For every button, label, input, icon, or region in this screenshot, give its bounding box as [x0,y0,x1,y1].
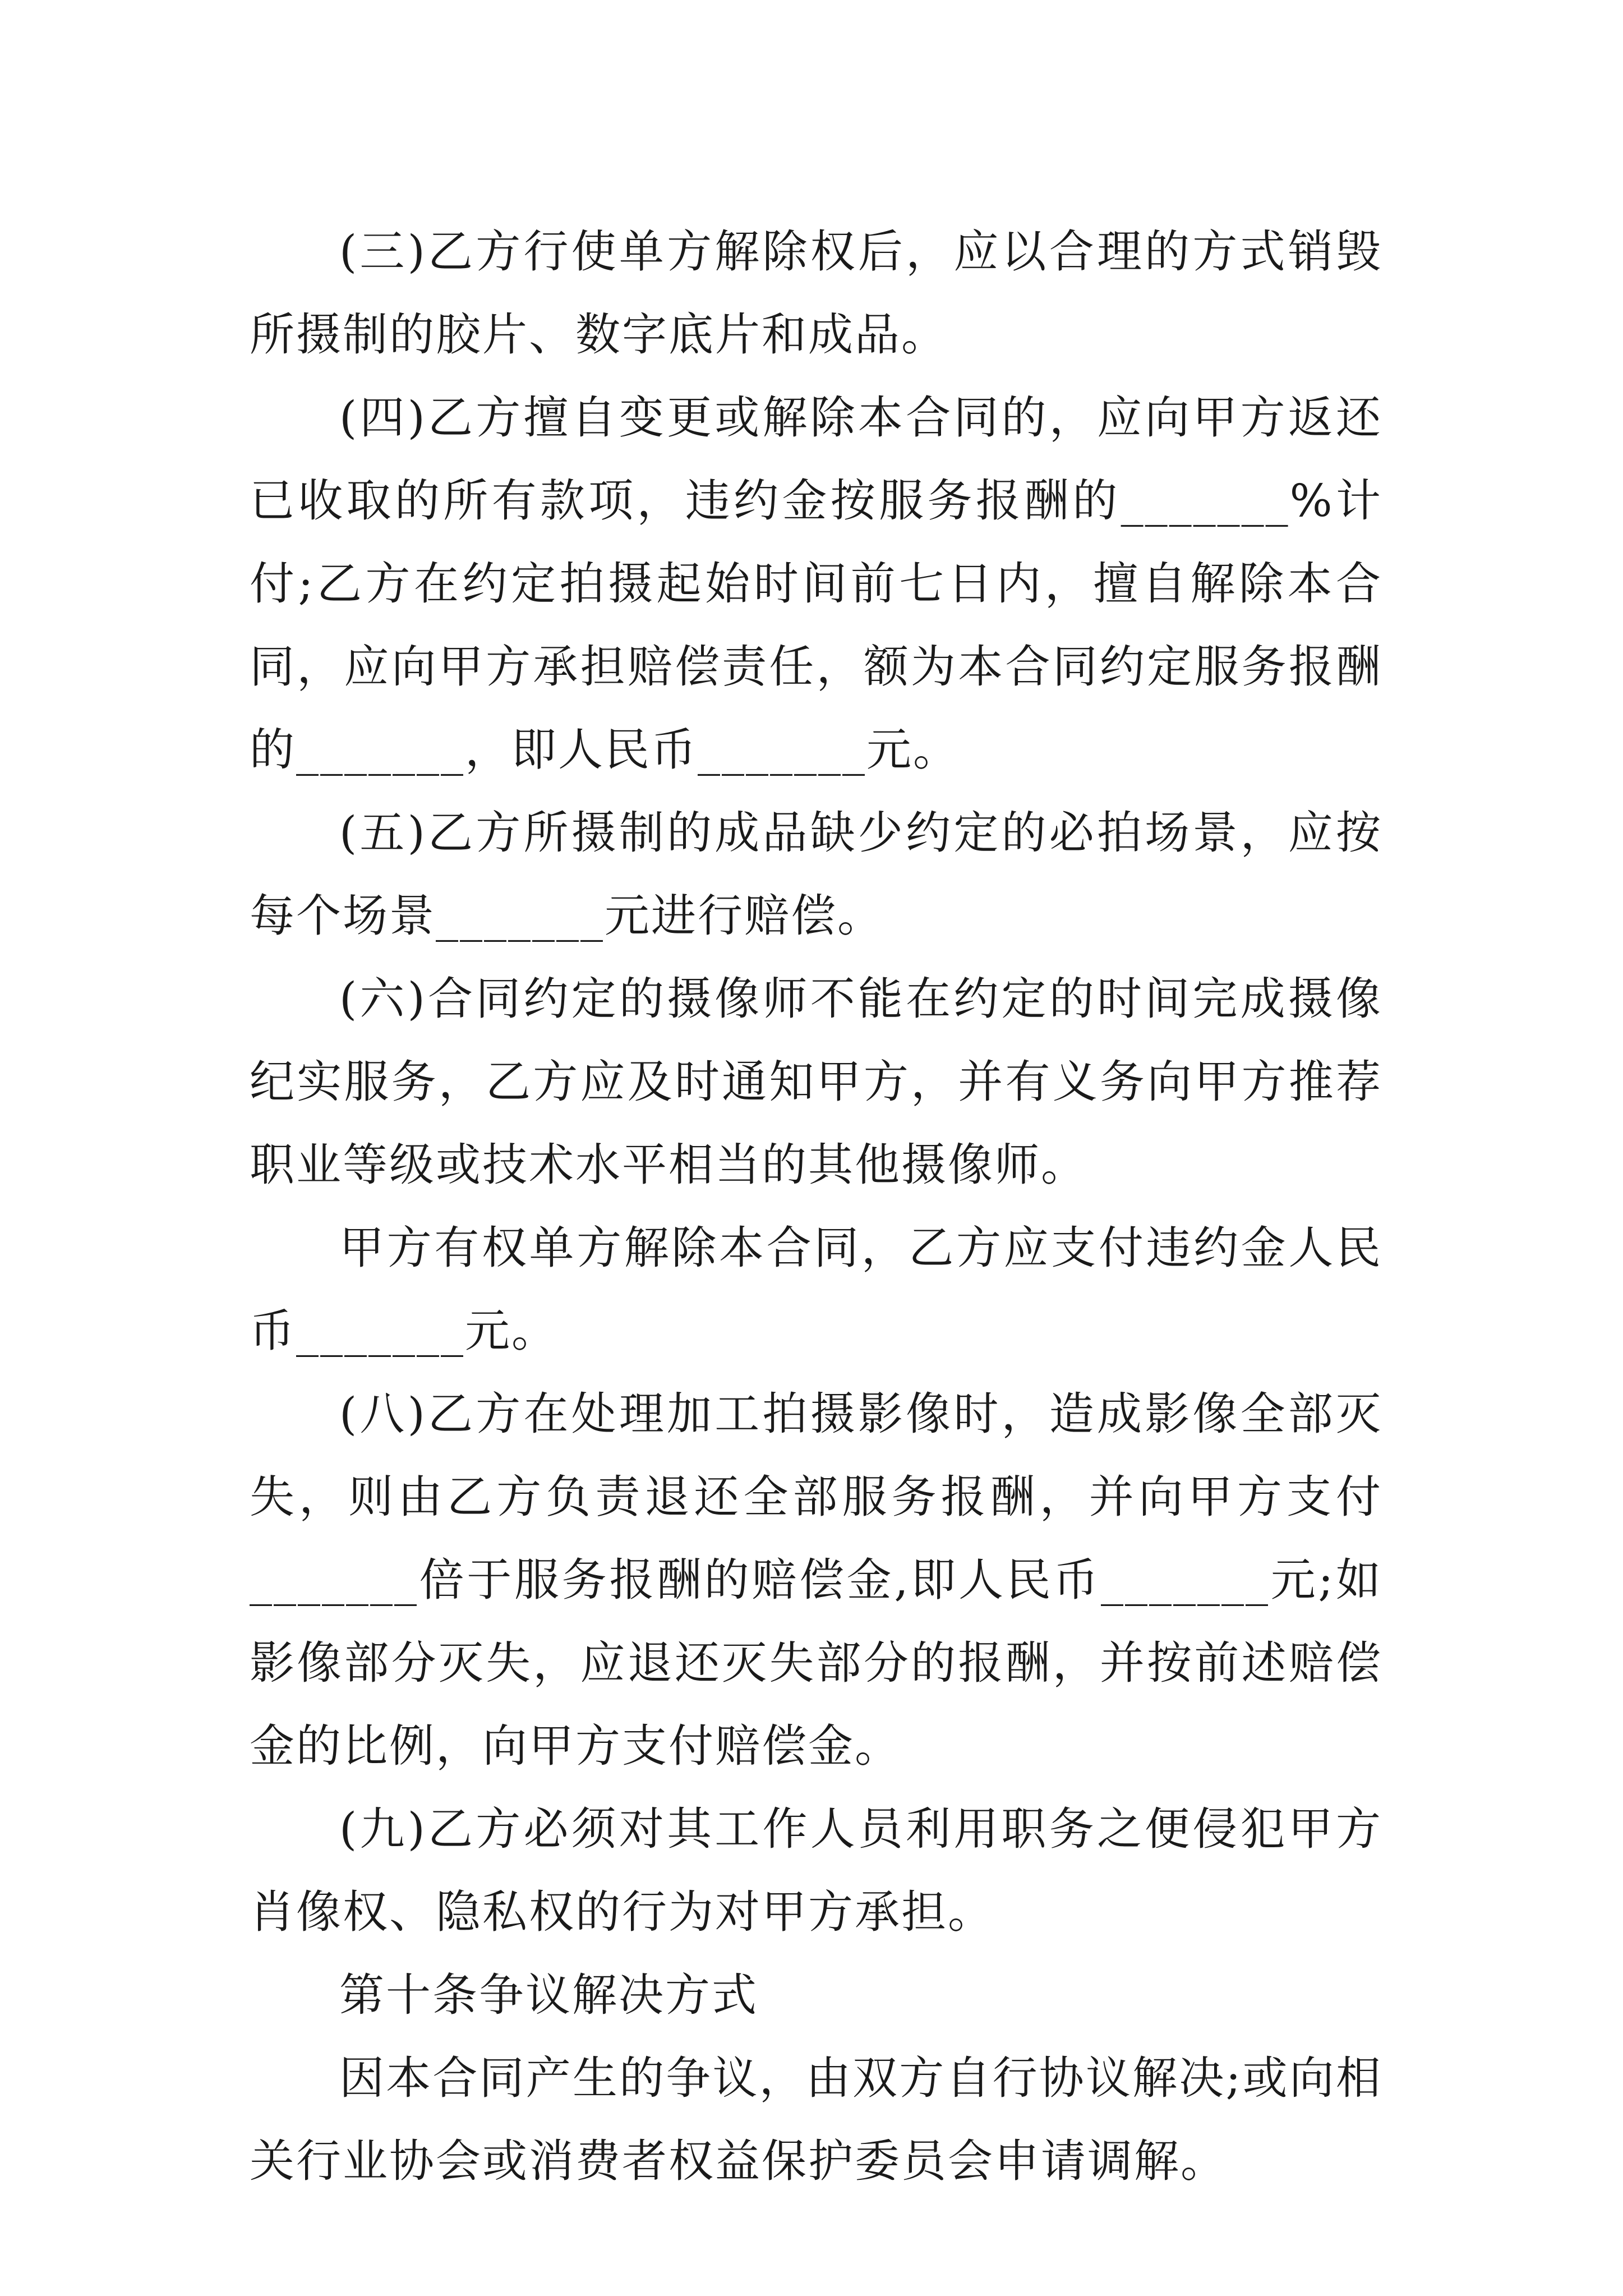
clause-4-paragraph: (四)乙方擅自变更或解除本合同的，应向甲方返还已收取的所有款项，违约金按服务报酬的_______%计付;乙方在约定拍摄起始时间前七日内，擅自解除本合同，应向甲方承担赔偿责任，额为本合同约定服务报酬的_______，即人民币_______元。 [250,392,1382,776]
clause-6-paragraph: (六)合同约定的摄像师不能在约定的时间完成摄像纪实服务，乙方应及时通知甲方，并有义务向甲方推荐职业等级或技术水平相当的其他摄像师。 [250,973,1382,1191]
article-10-heading: 第十条争议解决方式 [339,1969,758,2021]
document-page [250,210,1382,2203]
clause-9-paragraph: (九)乙方必须对其工作人员利用职务之便侵犯甲方肖像权、隐私权的行为对甲方承担。 [250,1803,1382,1938]
clause-8-paragraph: (八)乙方在处理加工拍摄影像时，造成影像全部灭失，则由乙方负责退还全部服务报酬，并向甲方支付_______倍于服务报酬的赔偿金,即人民币_______元;如影像部分灭失，应退还灭失部分的报酬，并按前述赔偿金的比例，向甲方支付赔偿金。 [250,1388,1382,1772]
termination-right-paragraph: 甲方有权单方解除本合同，乙方应支付违约金人民币_______元。 [250,1222,1382,1357]
dispute-resolution-paragraph: 因本合同产生的争议，由双方自行协议解决;或向相关行业协会或消费者权益保护委员会申请调解。 [250,2052,1382,2187]
clause-5-paragraph: (五)乙方所摄制的成品缺少约定的必拍场景，应按每个场景_______元进行赔偿。 [250,807,1382,942]
clause-3-paragraph: (三)乙方行使单方解除权后，应以合理的方式销毁所摄制的胶片、数字底片和成品。 [250,226,1382,361]
